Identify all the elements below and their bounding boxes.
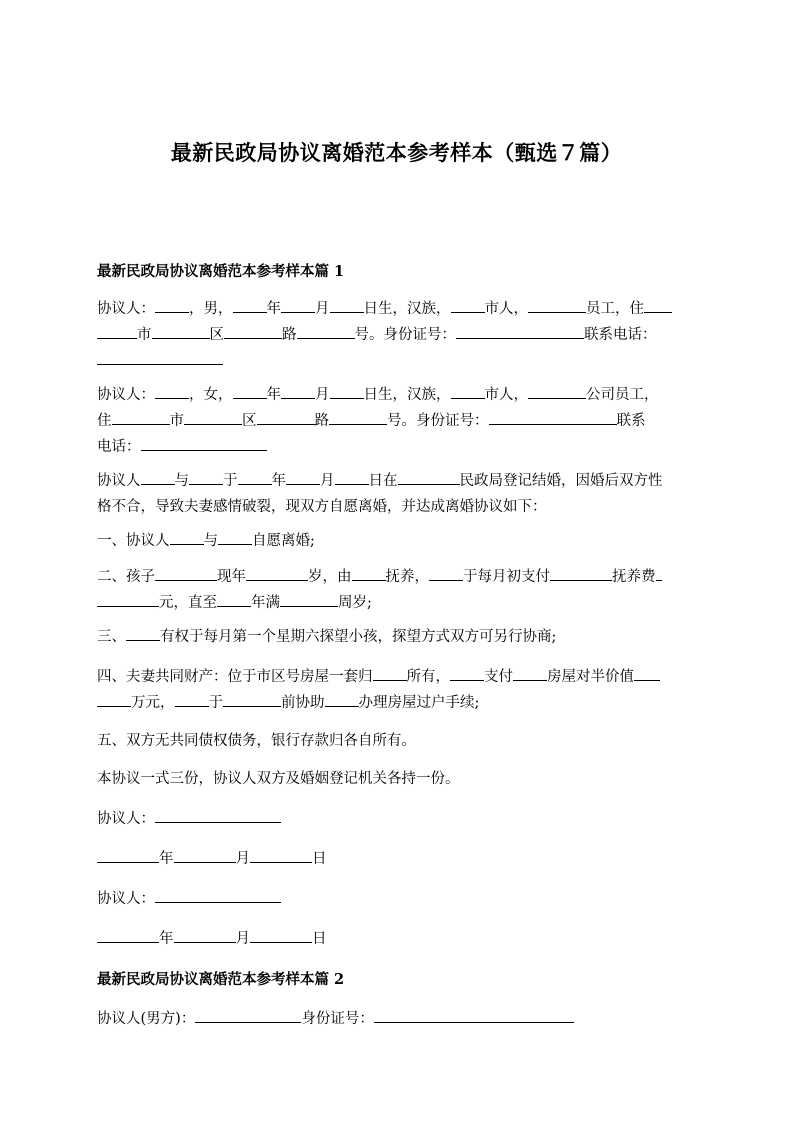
item-4-line2: 万元， 于 前协助 办理房屋过户手续; — [97, 690, 697, 716]
blank-field[interactable] — [155, 296, 189, 313]
blank-field[interactable] — [97, 846, 159, 863]
blank-field[interactable] — [250, 846, 312, 863]
marriage-line2: 格不合，导致夫妻感情破裂，现双方自愿离婚，并达成离婚协议如下： — [97, 499, 547, 515]
party2-line2: 住 市 区 路 号。身份证号： 联系 — [97, 408, 697, 434]
blank-field[interactable] — [451, 382, 485, 399]
blank-field[interactable] — [97, 590, 159, 607]
blank-field[interactable] — [170, 528, 204, 545]
blank-field[interactable] — [238, 468, 272, 485]
blank-field[interactable] — [330, 382, 364, 399]
section-heading-1: 最新民政局协议离婚范本参考样本篇 1 — [97, 263, 345, 280]
blank-field[interactable] — [634, 664, 660, 681]
blank-field[interactable] — [97, 926, 159, 943]
item-1: 一、协议人 与 自愿离婚; — [97, 528, 697, 554]
blank-field[interactable] — [155, 564, 217, 581]
party1-line1: 协议人： ，男， 年 月 日生，汉族， 市人， 员工，住 — [97, 296, 697, 322]
signature-1: 协议人： — [97, 806, 697, 832]
id-number-field[interactable] — [489, 408, 617, 425]
document-title: 最新民政局协议离婚范本参考样本（甄选７篇） — [170, 141, 623, 165]
signature-field[interactable] — [155, 806, 281, 823]
blank-field[interactable] — [223, 690, 281, 707]
blank-field[interactable] — [246, 564, 308, 581]
item-2-line1: 二、孩子 现年 岁，由 抚养， 于每月初支付 抚养费 — [97, 564, 697, 590]
blank-field[interactable] — [281, 296, 315, 313]
blank-field[interactable] — [217, 590, 251, 607]
blank-field[interactable] — [174, 926, 236, 943]
copies-statement: 本协议一式三份，协议人双方及婚姻登记机关各持一份。 — [97, 771, 460, 787]
blank-field[interactable] — [513, 664, 547, 681]
item-3: 三、 有权于每月第一个星期六探望小孩，探望方式双方可另行协商; — [97, 624, 697, 650]
blank-field[interactable] — [528, 296, 586, 313]
blank-field[interactable] — [218, 528, 252, 545]
id-number-field[interactable] — [374, 1006, 574, 1023]
party2-line1: 协议人： ，女， 年 月 日生，汉族， 市人， 公司员工， — [97, 382, 697, 408]
blank-field[interactable] — [644, 296, 672, 313]
blank-field[interactable] — [398, 468, 460, 485]
blank-field[interactable] — [184, 408, 242, 425]
party1-line3 — [97, 348, 697, 374]
blank-field[interactable] — [155, 382, 189, 399]
phone-field[interactable] — [97, 348, 223, 365]
blank-field[interactable] — [175, 690, 209, 707]
blank-field[interactable] — [352, 564, 386, 581]
item-5: 五、双方无共同债权债务，银行存款归各自所有。 — [97, 733, 416, 749]
blank-field[interactable] — [286, 468, 320, 485]
item-2-line2: 元，直至 年满 周岁; — [97, 590, 697, 616]
signature-field[interactable] — [155, 886, 281, 903]
section-heading-2: 最新民政局协议离婚范本参考样本篇 2 — [97, 971, 345, 988]
id-number-field[interactable] — [456, 322, 584, 339]
blank-field[interactable] — [550, 564, 612, 581]
date-1: 年 月 日 — [97, 846, 697, 872]
blank-field[interactable] — [450, 664, 484, 681]
blank-field[interactable] — [281, 382, 315, 399]
party1-line2: 市 区 路 号。身份证号： 联系电话： — [97, 322, 697, 348]
blank-field[interactable] — [330, 296, 364, 313]
blank-field[interactable] — [451, 296, 485, 313]
blank-field[interactable] — [429, 564, 463, 581]
blank-field[interactable] — [97, 690, 131, 707]
party-male-line: 协议人(男方)： 身份证号： — [97, 1006, 697, 1032]
blank-field[interactable] — [335, 468, 369, 485]
blank-field[interactable] — [280, 590, 338, 607]
blank-field[interactable] — [233, 382, 267, 399]
name-field[interactable] — [195, 1006, 301, 1023]
blank-field[interactable] — [233, 296, 267, 313]
blank-field[interactable] — [257, 408, 315, 425]
marriage-line1: 协议人 与 于 年 月 日在 民政局登记结婚，因婚后双方性 — [97, 468, 697, 494]
blank-field[interactable] — [373, 664, 407, 681]
blank-field[interactable] — [141, 468, 175, 485]
date-2: 年 月 日 — [97, 926, 697, 952]
blank-field[interactable] — [189, 468, 223, 485]
blank-field[interactable] — [174, 846, 236, 863]
blank-field[interactable] — [656, 564, 662, 581]
blank-field[interactable] — [97, 322, 137, 339]
blank-field[interactable] — [528, 382, 586, 399]
blank-field[interactable] — [112, 408, 170, 425]
blank-field[interactable] — [152, 322, 210, 339]
blank-field[interactable] — [329, 408, 387, 425]
blank-field[interactable] — [325, 690, 359, 707]
phone-field[interactable] — [141, 434, 267, 451]
party2-line3: 电话： — [97, 434, 697, 460]
blank-field[interactable] — [224, 322, 282, 339]
signature-2: 协议人： — [97, 886, 697, 912]
blank-field[interactable] — [126, 624, 160, 641]
blank-field[interactable] — [297, 322, 355, 339]
blank-field[interactable] — [250, 926, 312, 943]
item-4-line1: 四、夫妻共同财产：位于市区号房屋一套归 所有， 支付 房屋对半价值 — [97, 664, 697, 690]
